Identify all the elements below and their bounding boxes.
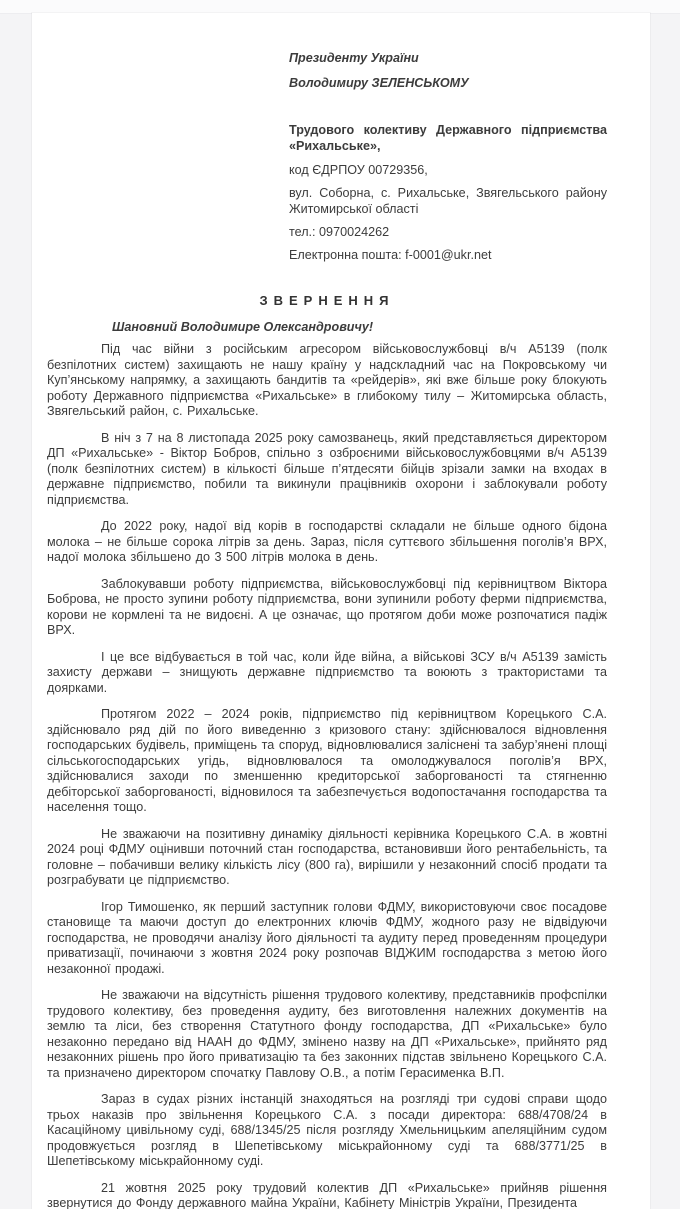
document-content bbox=[32, 13, 650, 1209]
body-paragraph: І це все відбувається в той час, коли йде війна, а військові ЗСУ в/ч А5139 замість захисту держави – знищують державне підприємство та воюють з трактористами та доярками. bbox=[47, 649, 607, 695]
sender-address: вул. Соборна, с. Рихальське, Звягельського району Житомирської області bbox=[289, 186, 607, 216]
body-paragraph: Заблокувавши роботу підприємства, військовослужбовці під керівництвом Віктора Боброва, не просто зупини роботу підприємства, вони зупинили роботу ферми підприємства, корови не кормлені та не видоєні. А це означає, що протягом доби може розпочатися падіж ВРХ. bbox=[47, 576, 607, 637]
body-paragraph: Протягом 2022 – 2024 років, підприємство під керівництвом Корецького С.А. здійснювало ряд дій по його виведенню з кризового стану: здійснювалося відновлення господарських будівель, приміщень та споруд, відновлювалися заліснені та забур’янені площі сільськогосподарських угідь, відновлювалося та омолоджувалося поголів’я ВРХ, здійснювалися заходи по зменшенню кредиторської заборгованості та стягненню дебіторської заборгованості, відновилося та забезпечується водопостачання господарства та населення тощо. bbox=[47, 707, 607, 814]
sender-phone: тел.: 0970024262 bbox=[289, 225, 390, 239]
document-title: ЗВЕРНЕННЯ bbox=[259, 293, 395, 308]
body-paragraph: До 2022 року, надої від корів в господарстві складали не більше одного бідона молока – не більше сорока літрів за день. Зараз, після суттєвого збільшення поголів’я ВРХ, надої молока збільшено до 3 500 літрів молока в день. bbox=[47, 519, 607, 564]
document-page bbox=[32, 13, 650, 1209]
sender-email: Електронна пошта: f-0001@ukr.net bbox=[289, 248, 492, 262]
letter-body bbox=[47, 342, 607, 1209]
sender-edrpou-code: код ЄДРПОУ 00729356, bbox=[289, 163, 428, 177]
body-paragraph: Зараз в судах різних інстанцій знаходяться на розгляді три судові справи щодо трьох наказів про звільнення Корецького С.А. з посади директора: 688/4708/24 в Касаційному цивільному суді, 688/1345/25 після розгляду Хмельницьким апеляційним судом продовжується розгляд в Шепетівському міськрайонному суді та 688/3771/25 в Шепетівському міськрайонному суді. bbox=[47, 1092, 607, 1168]
body-paragraph: 21 жовтня 2025 року трудовий колектив ДП «Рихальське» прийняв рішення звернутися до Фонду державного майна України, Кабінету Міністрів України, Президента bbox=[47, 1180, 607, 1209]
body-paragraph: Не зважаючи на позитивну динаміку діяльності керівника Корецького С.А. в жовтні 2024 році ФДМУ оцінивши поточний стан господарства, встановивши його рентабельність, та головне – побачивши велику кількість лісу (800 га), вирішили у незаконний спосіб продати та розграбувати це підприємство. bbox=[47, 826, 607, 887]
body-paragraph: Під час війни з російським агресором військовослужбовці в/ч А5139 (полк безпілотних систем) захищають не нашу країну у надскладний час на Покровському чи Куп’янському напрямку, а захищають бандитів та «рейдерів», які вже більше року блокують роботу Державного підприємства «Рихальське» в глибокому тилу – Житомирська область, Звягельський район, с. Рихальське. bbox=[47, 342, 607, 418]
body-paragraph: Не зважаючи на відсутність рішення трудового колективу, представників профспілки трудового колективу, без проведення аудиту, без виготовлення належних документів на землю та ліси, без створення Статутного фонду господарства, ДП «Рихальське» було незаконно передано від НААН до ФДМУ, змінено назву на ДП «Рихальське», прийнято ряд незаконних рішень про його приватизацію та без законних підстав звільнено Корецького С.А. та призначено директором спочатку Павлову О.В., а потім Герасименка В.П. bbox=[47, 988, 607, 1080]
viewer-top-strip bbox=[0, 0, 680, 14]
letter-header-block bbox=[289, 50, 607, 263]
recipient-line: Президенту України bbox=[289, 51, 419, 65]
salutation: Шановний Володимире Олександровичу! bbox=[112, 320, 374, 334]
recipient-line: Володимиру ЗЕЛЕНСЬКОМУ bbox=[289, 76, 469, 90]
body-paragraph: Ігор Тимошенко, як перший заступник голови ФДМУ, використовуючи своє посадове становище та маючи доступ до електронних ключів ФДМУ, жодного разу не відвідуючи господарства, не проводячи аналізу його діяльності та аудиту перед проведенням процедури приватизації, починаючи з жовтня 2024 року розпочав ВІДЖИМ господарства з метою його незаконної продажі. bbox=[47, 899, 607, 976]
body-paragraph: В ніч з 7 на 8 листопада 2025 року самозванець, який представляється директором ДП «Рихальське» - Віктор Бобров, спільно з озброєними військовослужбовцями в/ч А5139 (полк безпілотних систем) в кількості більше п’ятдесяти бійців зрізали замки на входах в державне підприємство, побили та викинули працівників охорони і заблокували роботу підприємства. bbox=[47, 430, 607, 507]
sender-organization: Трудового колективу Державного підприємства «Рихальське», bbox=[289, 123, 607, 153]
